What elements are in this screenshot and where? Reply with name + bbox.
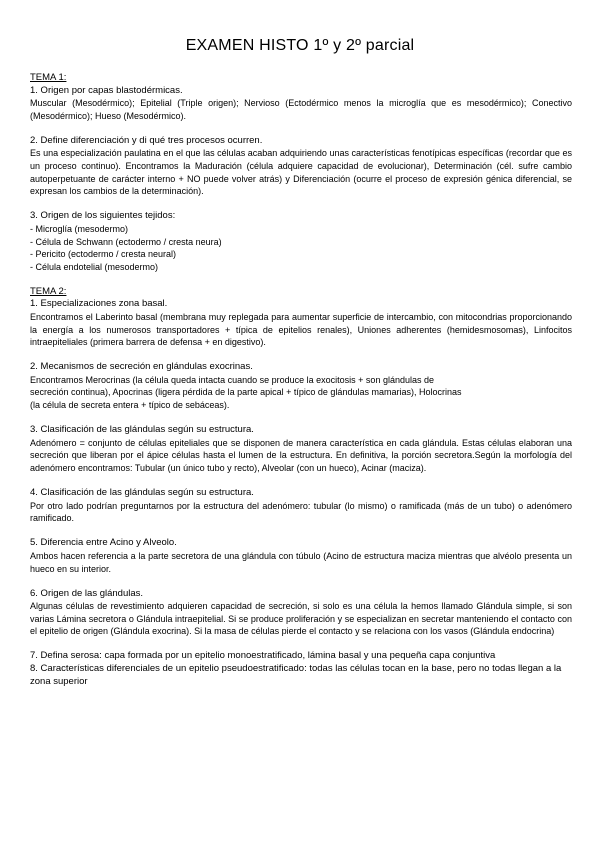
tema1-q1-answer: Muscular (Mesodérmico); Epitelial (Triple origen); Nervioso (Ectodérmico menos la microglía que es mesodérmico); Conectivo (Mesodérmico); Hueso (Mesodérmico).	[30, 98, 572, 121]
tema2-heading: TEMA 2:	[30, 285, 67, 297]
tema1-q3-item: - Microglía (mesodermo)	[30, 223, 129, 234]
tema2-q2-line: secreción continua), Apocrinas (ligera pérdida de la parte apical + típico de glándulas mamarias), Holocrinas	[30, 387, 462, 398]
spacer	[30, 122, 572, 135]
spacer	[30, 273, 572, 286]
tema2-q1-question: 1. Especializaciones zona basal.	[30, 298, 168, 310]
tema2-q6-answer: Algunas células de revestimiento adquieren capacidad de secreción, si solo es una célula la hemos llamado Glándula simple, si son varias Lámina secretora o Glándula intraepitelial. Si se produce proliferación y se especializan en secretar manteniendo el contacto con el epitelio de origen (Glándula exocrina). Si la masa de células pierde el contacto y se relaciona con los vasos (Glándula endocrina)	[30, 601, 572, 637]
tema2-q2-question: 2. Mecanismos de secreción en glándulas exocrinas.	[30, 361, 253, 373]
tema2-q7: 7. Defina serosa: capa formada por un epitelio monoestratificado, lámina basal y una pequeña capa conjuntiva	[30, 650, 496, 662]
tema1-q3-item: - Célula de Schwann (ectodermo / cresta neura)	[30, 236, 222, 247]
tema2-q3-answer: Adenómero = conjunto de células epiteliales que se disponen de manera característica en cada glándula. Estas células elaboran una secreción que liberan por el ápice células hasta el lumen de la estructura. En definitiva, la porción secretora.Según la morfología del adenómero encontramos: Tubular (un único tubo y recto), Alveolar (con un hueco), Acinar (maciza).	[30, 437, 572, 473]
tema1-q3-item: - Célula endotelial (mesodermo)	[30, 261, 159, 272]
tema2-q4-question: 4. Clasificación de las glándulas según su estructura.	[30, 487, 254, 499]
tema1-q2-answer: Es una especialización paulatina en el que las células acaban adquiriendo unas características fenotípicas específicas (recordar que es un proceso continuo). Encontramos la Maduración (célula adquiere capacidad de evolucionar), Determinación (cél. sufre cambio autoperpetuante de carácter interno + NO puede volver atrás) y Diferenciación (ocurre el proceso de expresión génica diferencial, se expresan los cambios de la determinación).	[30, 148, 572, 197]
tema2-q2-line: Encontramos Merocrinas (la célula queda intacta cuando se produce la exocitosis + son glándulas de	[30, 374, 434, 385]
spacer	[30, 575, 572, 588]
spacer	[30, 638, 572, 651]
document-body	[30, 72, 572, 688]
tema2-q8: 8. Características diferenciales de un epitelio pseudoestratificado: todas las células tocan en la base, pero no todas llegan a la zona superior	[30, 663, 562, 687]
tema1-q2-question: 2. Define diferenciación y di qué tres procesos ocurren.	[30, 134, 263, 146]
tema1-q3-item: - Pericito (ectodermo / cresta neural)	[30, 249, 177, 260]
spacer	[30, 349, 572, 362]
spacer	[30, 525, 572, 538]
tema2-q1-answer: Encontramos el Laberinto basal (membrana muy replegada para aumentar superficie de intercambio, con mitocondrias proporcionando la energía a los numerosos transportadores + típica de epitelios renales), Uniones adherentes (hemidesmosomas), Linfocitos intraepiteliales (primera barrera de defensa + en digestivo).	[30, 312, 572, 348]
tema1-q1-question: 1. Origen por capas blastodérmicas.	[30, 84, 183, 96]
tema2-q2-line: (la célula de secreta entera + típico de sebáceas).	[30, 400, 230, 411]
tema2-q6-question: 6. Origen de las glándulas.	[30, 587, 144, 599]
tema2-q3-question: 3. Clasificación de las glándulas según su estructura.	[30, 424, 254, 436]
tema2-q4-answer: Por otro lado podrían preguntarnos por la estructura del adenómero: tubular (lo mismo) o ramificada (más de un tubo) o adenómero ramificado.	[30, 500, 572, 524]
spacer	[30, 198, 572, 211]
document-title: EXAMEN HISTO 1º y 2º parcial	[185, 37, 415, 54]
tema1-heading: TEMA 1:	[30, 72, 67, 83]
tema2-q5-question: 5. Diferencia entre Acino y Alveolo.	[30, 537, 177, 549]
tema2-q5-answer: Ambos hacen referencia a la parte secretora de una glándula con túbulo (Acino de estructura maciza mientras que alvéolo presenta un hueco en su interior.	[30, 550, 572, 574]
spacer	[30, 475, 572, 488]
tema1-q3-question: 3. Origen de los siguientes tejidos:	[30, 210, 176, 222]
spacer	[30, 412, 572, 425]
